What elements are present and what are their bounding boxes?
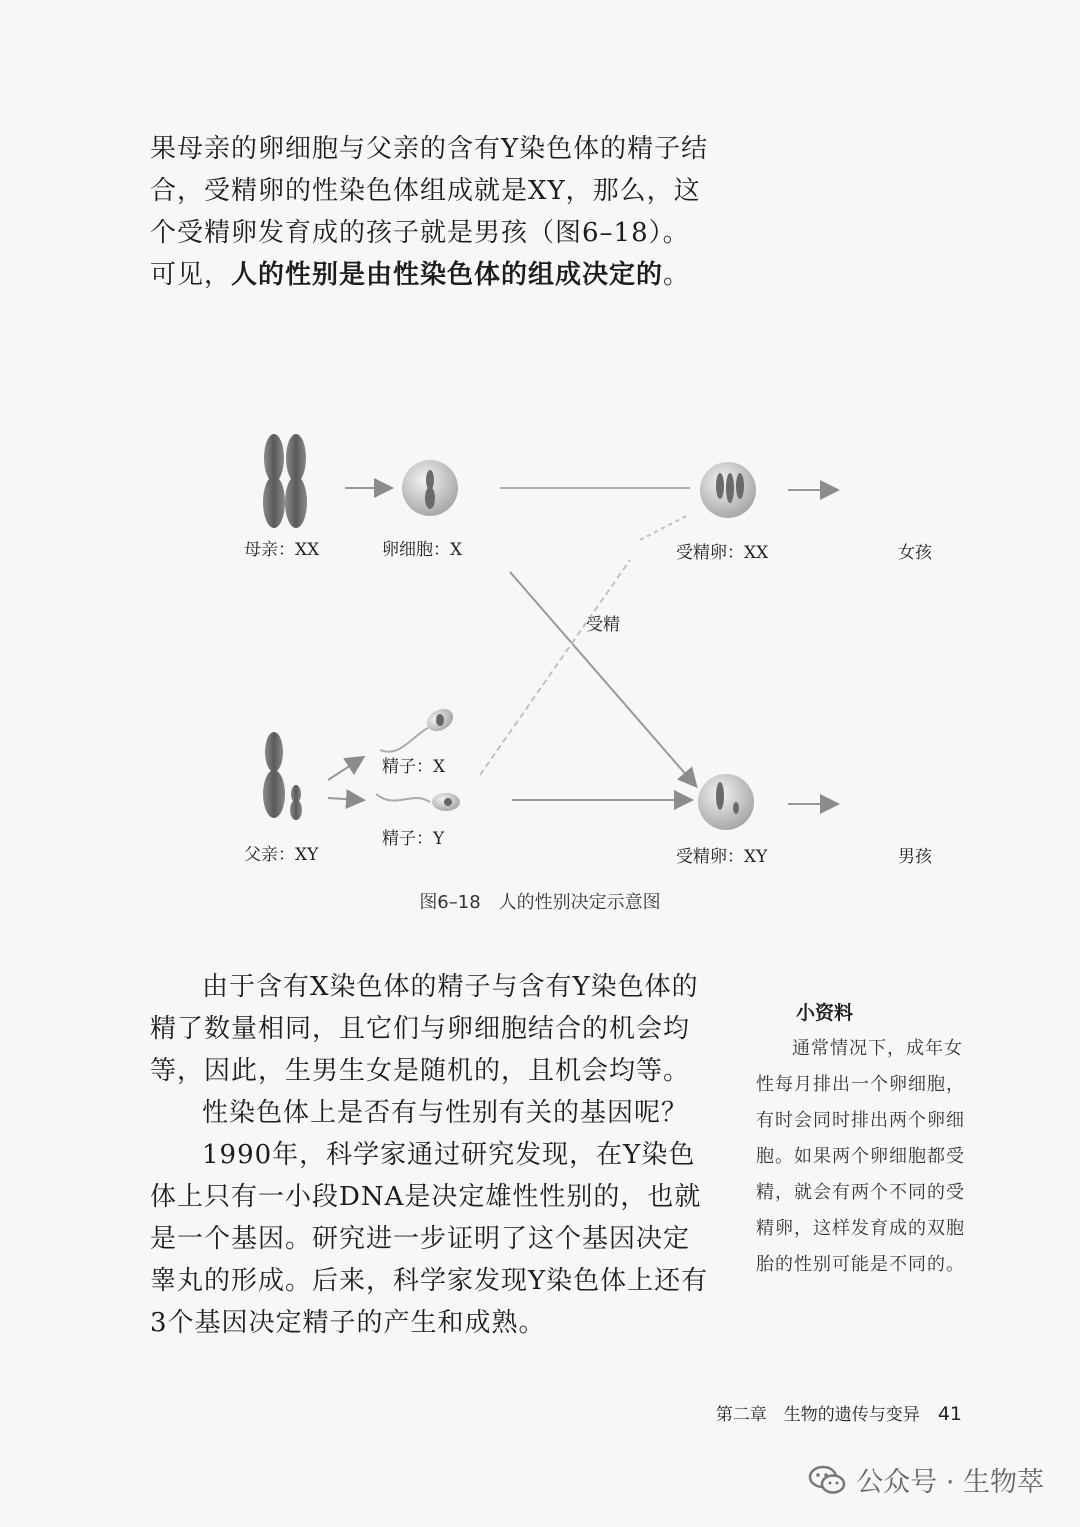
father-chromosomes-icon xyxy=(263,732,302,820)
label-egg: 卵细胞：X xyxy=(382,540,463,560)
paragraph-3: 性染色体上是否有与性别有关的基因呢？ xyxy=(202,1098,689,1128)
chapter-title: 第二章 生物的遗传与变异 xyxy=(715,1405,920,1425)
paragraph-2: 由于含有X染色体的精子与含有Y染色体的精了数量相同，且它们与卵细胞结合的机会均等，因此，生男生女是随机的，且机会均等。 xyxy=(150,972,699,1086)
sidebar-title: 小资料 xyxy=(796,1002,854,1024)
sidebar-note xyxy=(756,998,966,1283)
label-sperm-x: 精子：X xyxy=(382,757,446,777)
paragraph-1 xyxy=(150,128,710,296)
dash-fertilization xyxy=(640,514,690,540)
watermark-text: 公众号 · 生物萃 xyxy=(856,1467,1044,1498)
label-mother: 母亲：XX xyxy=(244,540,320,560)
paragraph-1-text: 果母亲的卵细胞与父亲的含有Y染色体的精子结合，受精卵的性染色体组成就是XY，那么，这个受精卵发育成的孩子就是男孩（图6–18）。可见， xyxy=(150,134,709,290)
label-sperm-y: 精子：Y xyxy=(382,829,445,849)
sidebar-text: 通常情况下，成年女性每月排出一个卵细胞，有时会同时排出两个卵细胞。如果两个卵细胞都受精，就会有两个不同的受精卵，这样发育成的双胞胎的性别可能是不同的。 xyxy=(756,1038,965,1275)
sex-determination-diagram xyxy=(150,410,950,890)
line-sperm-zygote-xx xyxy=(480,560,630,775)
sperm-y-icon xyxy=(376,793,460,811)
zygote-xy-icon xyxy=(698,774,754,830)
mother-chromosomes-icon xyxy=(263,434,307,528)
figure-caption xyxy=(0,888,1080,914)
label-zygote-xy: 受精卵：XY xyxy=(676,847,768,867)
page-number: 41 xyxy=(937,1403,962,1425)
sperm-x-icon xyxy=(380,704,457,751)
wechat-icon xyxy=(808,1464,846,1496)
figure-6-18 xyxy=(150,410,950,890)
arrow-father-sperm-x xyxy=(328,758,362,780)
label-fertilization: 受精 xyxy=(586,615,620,635)
watermark xyxy=(808,1460,1044,1499)
label-zygote-xx: 受精卵：XX xyxy=(676,543,769,563)
paragraph-1-end: 。 xyxy=(663,260,691,290)
zygote-xx-icon xyxy=(700,462,756,518)
label-father: 父亲：XY xyxy=(244,845,319,865)
figure-caption-number: 图6–18 xyxy=(419,892,481,913)
egg-cell-icon xyxy=(402,460,458,516)
label-girl: 女孩 xyxy=(898,543,932,563)
paragraph-4: 1990年，科学家通过研究发现，在Y染色体上只有一小段DNA是决定雄性性别的，也就是一个基因。研究进一步证明了这个基因决定睾丸的形成。后来，科学家发现Y染色体上还有3个基因决定精子的产生和成熟。 xyxy=(150,1140,709,1338)
page-footer xyxy=(716,1400,962,1425)
arrow-egg-zygote-xy xyxy=(510,572,695,785)
arrow-father-sperm-y xyxy=(328,798,362,800)
figure-caption-text: 人的性别决定示意图 xyxy=(498,892,661,913)
label-boy: 男孩 xyxy=(898,847,932,867)
paragraph-1-bold: 人的性别是由性染色体的组成决定的 xyxy=(231,260,664,290)
